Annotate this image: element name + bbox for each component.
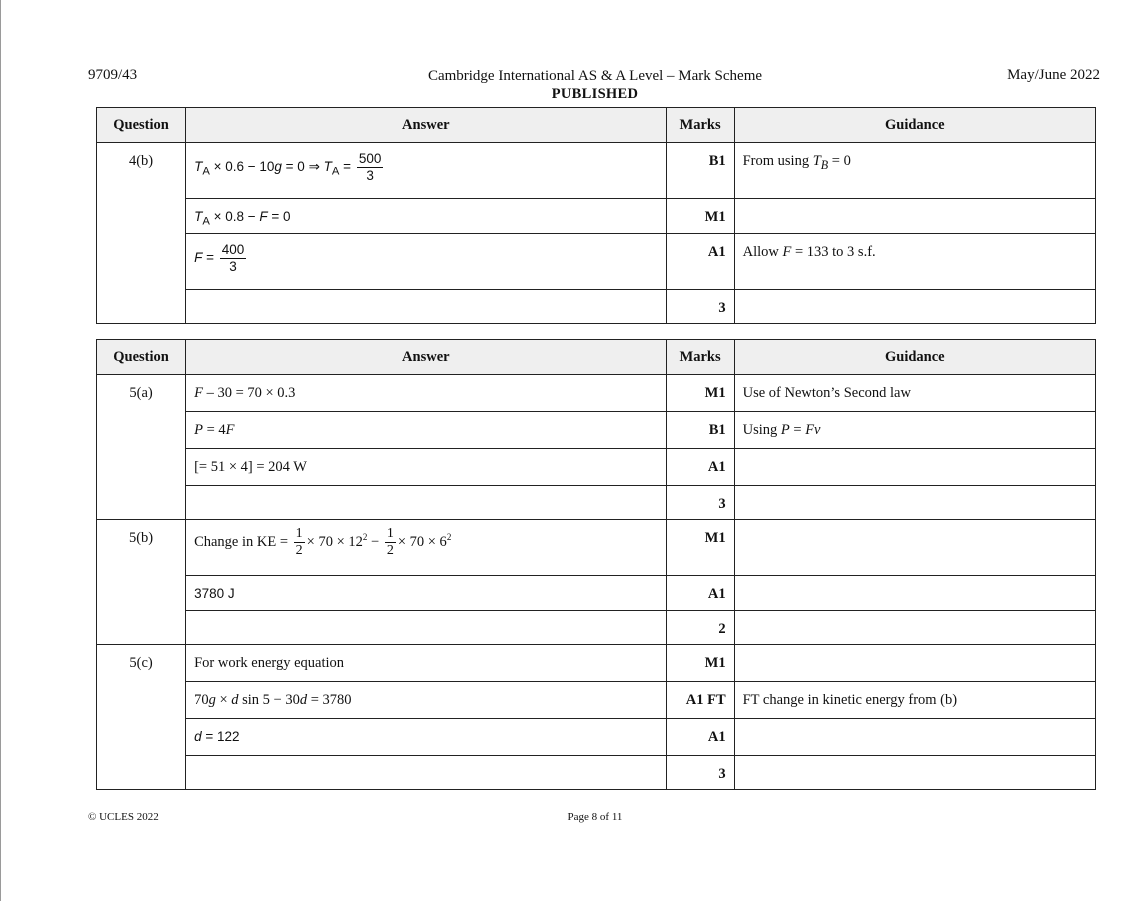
question-number: 5(b) [97, 520, 186, 645]
answer-cell [186, 719, 666, 756]
header-answer: Answer [186, 108, 666, 143]
header-guidance: Guidance [734, 340, 1095, 375]
var-fv: Fv [805, 422, 821, 438]
guidance-cell [734, 520, 1095, 576]
sub-b: B [820, 157, 829, 172]
fraction [220, 242, 247, 275]
var-g: g [208, 692, 216, 708]
answer-text: × 0.6 − 10 [209, 159, 275, 175]
answer-text: – 30 = 70 × 0.3 [202, 385, 296, 401]
fraction [294, 526, 305, 559]
total-marks: 3 [666, 756, 734, 790]
fraction-denominator: 2 [295, 543, 303, 558]
header-marks: Marks [666, 108, 734, 143]
answer-cell: For work energy equation [186, 645, 666, 682]
table-row [97, 682, 1096, 719]
copyright: © UCLES 2022 [88, 811, 159, 823]
question-number: 4(b) [97, 143, 186, 324]
fraction [357, 151, 384, 184]
page-number: Page 8 of 11 [567, 811, 623, 823]
answer-cell [186, 520, 666, 576]
total-row [97, 611, 1096, 645]
answer-cell [186, 199, 666, 234]
answer-cell [186, 143, 666, 199]
total-row [97, 290, 1096, 324]
var-f: F [782, 244, 792, 260]
fraction-numerator: 1 [386, 526, 394, 541]
header-question: Question [97, 340, 186, 375]
sub-a: A [202, 215, 210, 228]
var-p: P [194, 422, 203, 438]
mark-cell: A1 [666, 449, 734, 486]
table-row [97, 520, 1096, 576]
answer-cell: 3780 J [186, 576, 666, 611]
answer-text: = 0 [267, 209, 291, 224]
answer-cell [186, 682, 666, 719]
header-guidance: Guidance [734, 108, 1095, 143]
var-t: T [323, 159, 332, 175]
header-marks: Marks [666, 340, 734, 375]
var-d: d [231, 692, 239, 708]
answer-text: − [367, 533, 383, 550]
table-row [97, 234, 1096, 290]
var-t: T [194, 209, 203, 224]
table-row [97, 449, 1096, 486]
sub-a: A [202, 165, 210, 178]
mark-cell: A1 [666, 234, 734, 290]
answer-text: = 3780 [307, 692, 352, 708]
answer-text: × 70 × 6 [397, 533, 447, 550]
total-marks: 2 [666, 611, 734, 645]
exponent: 2 [446, 532, 452, 542]
table-header-row [97, 108, 1096, 143]
published-label: PUBLISHED [551, 86, 639, 102]
answer-text: = 0 ⇒ [281, 159, 324, 175]
answer-cell [186, 412, 666, 449]
table-row [97, 199, 1096, 234]
var-f: F [194, 385, 203, 401]
table-header-row [97, 340, 1096, 375]
guidance-cell [734, 199, 1095, 234]
guidance-cell [734, 611, 1095, 645]
mark-cell: M1 [666, 375, 734, 412]
guidance-cell [734, 486, 1095, 520]
answer-cell [186, 234, 666, 290]
guidance-cell: FT change in kinetic energy from (b) [734, 682, 1095, 719]
guidance-cell [734, 576, 1095, 611]
table-row [97, 375, 1096, 412]
answer-cell [186, 756, 666, 790]
answer-cell [186, 611, 666, 645]
title-text: Cambridge International AS & A Level – Mark Scheme [427, 68, 763, 84]
total-row [97, 756, 1096, 790]
fraction-denominator: 2 [386, 543, 394, 558]
mark-cell: M1 [666, 199, 734, 234]
guidance-text: = 133 to 3 s.f. [791, 244, 876, 260]
mark-cell: A1 FT [666, 682, 734, 719]
guidance-text: = 0 [828, 153, 851, 169]
guidance-text: Allow [742, 244, 783, 260]
sub-a: A [331, 165, 340, 178]
answer-text: 70 [194, 692, 209, 708]
question-number: 5(c) [97, 645, 186, 790]
question-number: 5(a) [97, 375, 186, 520]
total-marks: 3 [666, 290, 734, 324]
var-f: F [259, 209, 268, 224]
document-title [390, 67, 800, 103]
fraction-numerator: 400 [221, 242, 245, 257]
fraction-denominator: 3 [229, 259, 237, 274]
header-answer: Answer [186, 340, 666, 375]
guidance-cell [734, 719, 1095, 756]
answer-text: Change in KE = [194, 533, 292, 550]
guidance-cell: Use of Newton’s Second law [734, 375, 1095, 412]
var-g: g [274, 159, 282, 175]
table-row [97, 412, 1096, 449]
mark-cell: B1 [666, 143, 734, 199]
var-t: T [194, 159, 203, 175]
var-t: T [812, 153, 821, 169]
fraction-numerator: 500 [358, 151, 382, 166]
header-question: Question [97, 108, 186, 143]
mark-cell: B1 [666, 412, 734, 449]
fraction-numerator: 1 [295, 526, 303, 541]
answer-text: × 70 × 12 [306, 533, 363, 550]
guidance-cell [734, 412, 1095, 449]
guidance-text: = [789, 422, 806, 438]
guidance-cell [734, 756, 1095, 790]
page-edge [0, 0, 1, 901]
mark-cell: M1 [666, 520, 734, 576]
total-row [97, 486, 1096, 520]
answer-text: × 0.8 − [209, 209, 260, 224]
mark-cell: A1 [666, 576, 734, 611]
exponent: 2 [362, 532, 368, 542]
guidance-cell [734, 645, 1095, 682]
table-row [97, 576, 1096, 611]
answer-cell: [= 51 × 4] = 204 W [186, 449, 666, 486]
guidance-text: From using [742, 153, 813, 169]
guidance-cell [734, 143, 1095, 199]
answer-cell [186, 290, 666, 324]
fraction [385, 526, 396, 559]
var-p: P [780, 422, 790, 438]
var-f: F [194, 250, 203, 266]
answer-text: = [202, 250, 218, 266]
mark-scheme-table-4b [96, 107, 1096, 324]
total-marks: 3 [666, 486, 734, 520]
fraction-denominator: 3 [366, 168, 374, 183]
var-d: d [194, 729, 202, 744]
guidance-cell [734, 234, 1095, 290]
answer-text: sin 5 − 30 [238, 692, 300, 708]
answer-text: = [339, 159, 352, 175]
var-f: F [225, 422, 235, 438]
mark-cell: M1 [666, 645, 734, 682]
answer-text: = 122 [201, 729, 240, 744]
mark-scheme-table-5 [96, 339, 1096, 790]
mark-cell: A1 [666, 719, 734, 756]
guidance-text: Using [742, 422, 781, 438]
guidance-cell [734, 449, 1095, 486]
answer-text: = 4 [202, 422, 226, 438]
table-row [97, 645, 1096, 682]
table-row [97, 719, 1096, 756]
guidance-cell [734, 290, 1095, 324]
var-d: d [299, 692, 308, 708]
table-row [97, 143, 1096, 199]
answer-cell [186, 375, 666, 412]
answer-text: × [215, 692, 232, 708]
paper-code: 9709/43 [88, 67, 138, 83]
session-label: May/June 2022 [1007, 67, 1100, 83]
answer-cell [186, 486, 666, 520]
